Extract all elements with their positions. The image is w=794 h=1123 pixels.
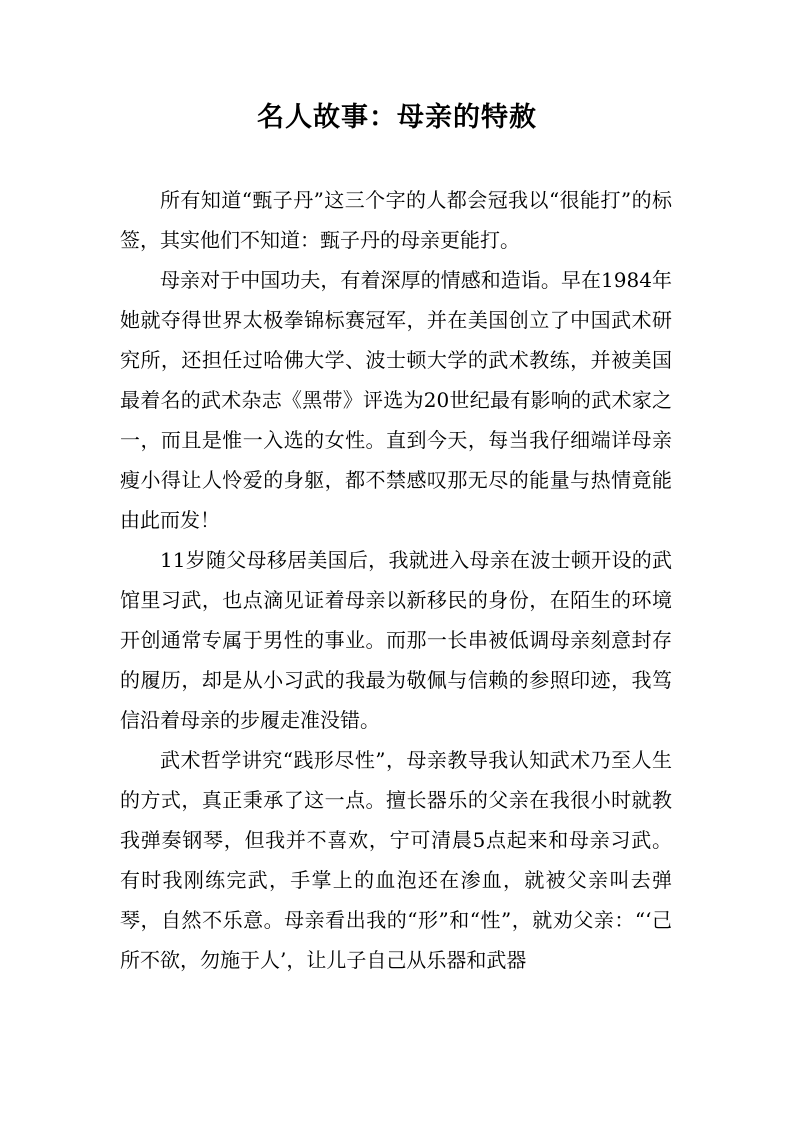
paragraph-4: 武术哲学讲究“践形尽性”，母亲教导我认知武术乃至人生的方式，真正秉承了这一点。擅长器乐的父亲在我很小时就教我弹奏钢琴，但我并不喜欢，宁可清晨5点起来和母亲习武。有时我刚练完武，手掌上的血泡还在渗血，就被父亲叫去弹琴，自然不乐意。母亲看出我的“形”和“性”，就劝父亲：“‘己所不欲，勿施于人’，让儿子自己从乐器和武器: [120, 748, 672, 972]
article-body: [120, 180, 672, 980]
paragraph-1: 所有知道“甄子丹”这三个字的人都会冠我以“很能打”的标签，其实他们不知道：甄子丹的母亲更能打。: [120, 188, 672, 252]
page-title: 名人故事：母亲的特赦: [257, 102, 537, 133]
paragraph-3: 11岁随父母移居美国后，我就进入母亲在波士顿开设的武馆里习武，也点滴见证着母亲以新移民的身份，在陌生的环境开创通常专属于男性的事业。而那一长串被低调母亲刻意封存的履历，却是从小习武的我最为敬佩与信赖的参照印迹，我笃信沿着母亲的步履走准没错。: [120, 548, 672, 732]
paragraph-2: 母亲对于中国功夫，有着深厚的情感和造诣。早在1984年她就夺得世界太极拳锦标赛冠军，并在美国创立了中国武术研究所，还担任过哈佛大学、波士顿大学的武术教练，并被美国最着名的武术杂志《黑带》评选为20世纪最有影响的武术家之一，而且是惟一入选的女性。直到今天，每当我仔细端详母亲瘦小得让人怜爱的身躯，都不禁感叹那无尽的能量与热情竟能由此而发！: [120, 268, 672, 532]
